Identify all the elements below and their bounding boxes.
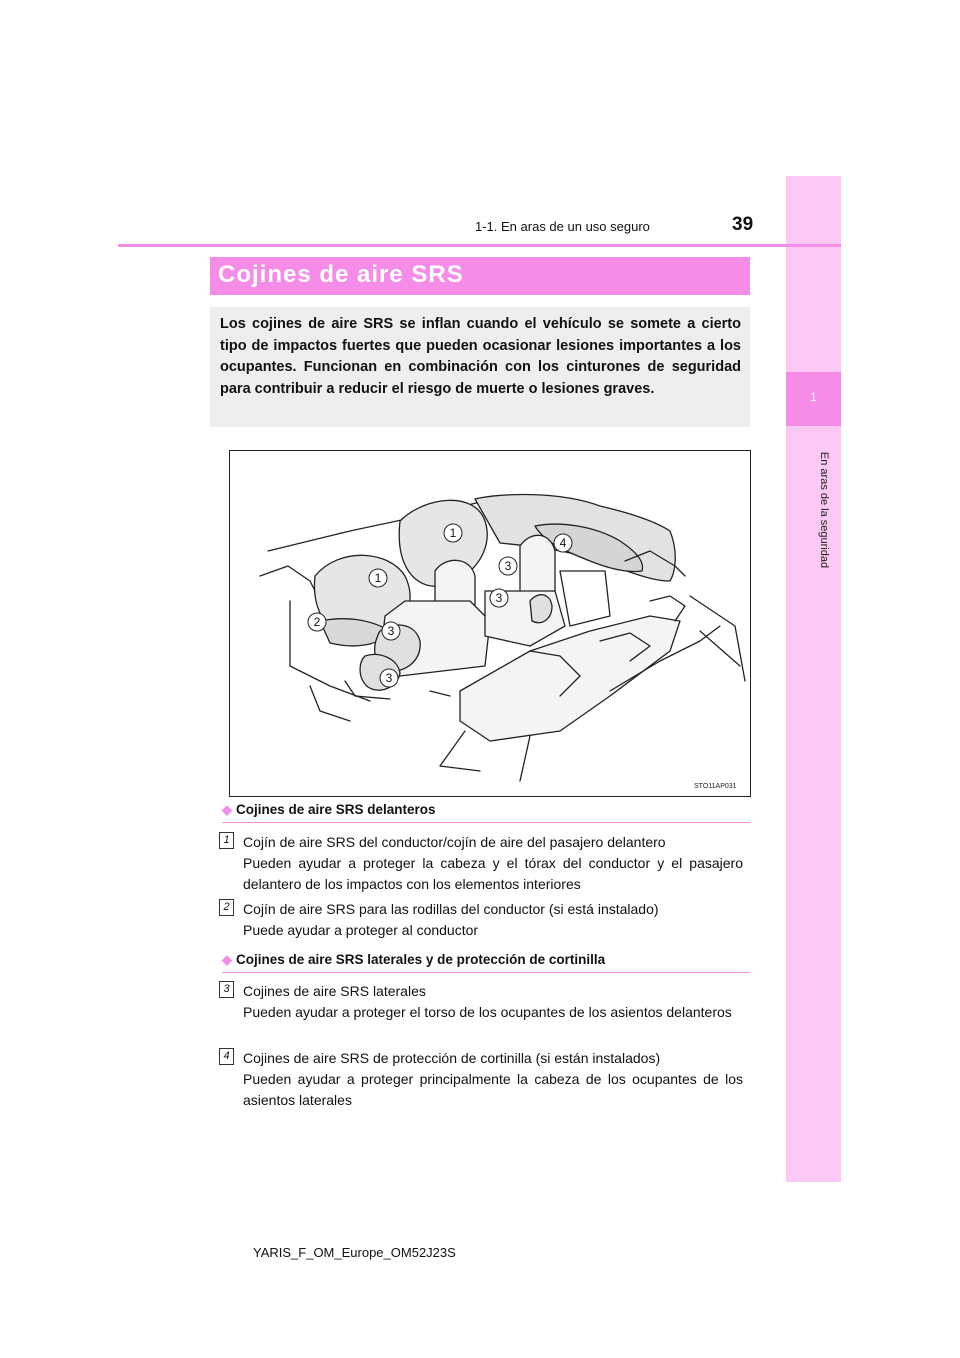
airbag-illustration — [229, 450, 751, 797]
callout-label: 3 — [495, 591, 503, 605]
callout-label: 1 — [374, 571, 382, 585]
callout-label: 1 — [449, 526, 457, 540]
car-interior-drawing — [230, 451, 750, 796]
item-title: Cojines de aire SRS de protección de cortinilla (si están instalados) — [243, 1050, 661, 1066]
callout-label: 3 — [385, 671, 393, 685]
item-number-badge: 1 — [219, 832, 234, 849]
item-desc: Pueden ayudar a proteger el torso de los ocupantes de los asientos delanteros — [243, 1004, 732, 1020]
chapter-side-tab — [786, 176, 841, 1182]
intro-text: Los cojines de aire SRS se inflan cuando el vehículo se somete a cierto tipo de impactos fuertes que pueden ocasionar lesiones importantes a los ocupantes. Funcionan en combinación con los cinturones de seguridad para contribuir a reducir el riesgo de muerte o lesiones graves. — [220, 316, 741, 397]
item-number-badge: 2 — [219, 899, 234, 916]
item-number-badge: 3 — [219, 981, 234, 998]
item-title: Cojín de aire SRS para las rodillas del conductor (si está instalado) — [243, 901, 659, 917]
diamond-bullet-icon: ◆ — [222, 952, 232, 967]
page-title: Cojines de aire SRS — [218, 261, 464, 288]
item-desc: Pueden ayudar a proteger la cabeza y el tórax del conductor y el pasajero delantero de los impactos con los elementos interiores — [243, 855, 743, 892]
callout-label: 3 — [387, 624, 395, 638]
section-divider — [222, 972, 750, 973]
callout-label: 3 — [504, 559, 512, 573]
breadcrumb: 1-1. En aras de un uso seguro — [475, 219, 650, 234]
section-divider — [222, 822, 750, 823]
figure-code: STO11AP031 — [694, 783, 737, 790]
item-1 — [243, 832, 743, 895]
section-heading-front: ◆ Cojines de aire SRS delanteros — [222, 802, 436, 817]
chapter-number: 1 — [810, 390, 817, 404]
item-2 — [243, 899, 743, 941]
diamond-bullet-icon: ◆ — [222, 802, 232, 817]
item-number-badge: 4 — [219, 1048, 234, 1065]
item-3 — [243, 981, 743, 1023]
header-divider — [118, 244, 841, 247]
page-number: 39 — [732, 214, 754, 235]
section-heading-side: ◆ Cojines de aire SRS laterales y de protección de cortinilla — [222, 952, 606, 967]
callout-label: 2 — [313, 615, 321, 629]
item-title: Cojines de aire SRS laterales — [243, 983, 426, 999]
item-title: Cojín de aire SRS del conductor/cojín de aire del pasajero delantero — [243, 834, 666, 850]
callout-label: 4 — [559, 536, 567, 550]
footer-doc-code: YARIS_F_OM_Europe_OM52J23S — [253, 1245, 456, 1260]
item-4 — [243, 1048, 743, 1111]
item-desc: Puede ayudar a proteger al conductor — [243, 922, 479, 938]
chapter-title: En aras de la seguridad — [818, 451, 830, 569]
item-desc: Pueden ayudar a proteger principalmente la cabeza de los ocupantes de los asientos laterales — [243, 1071, 743, 1108]
